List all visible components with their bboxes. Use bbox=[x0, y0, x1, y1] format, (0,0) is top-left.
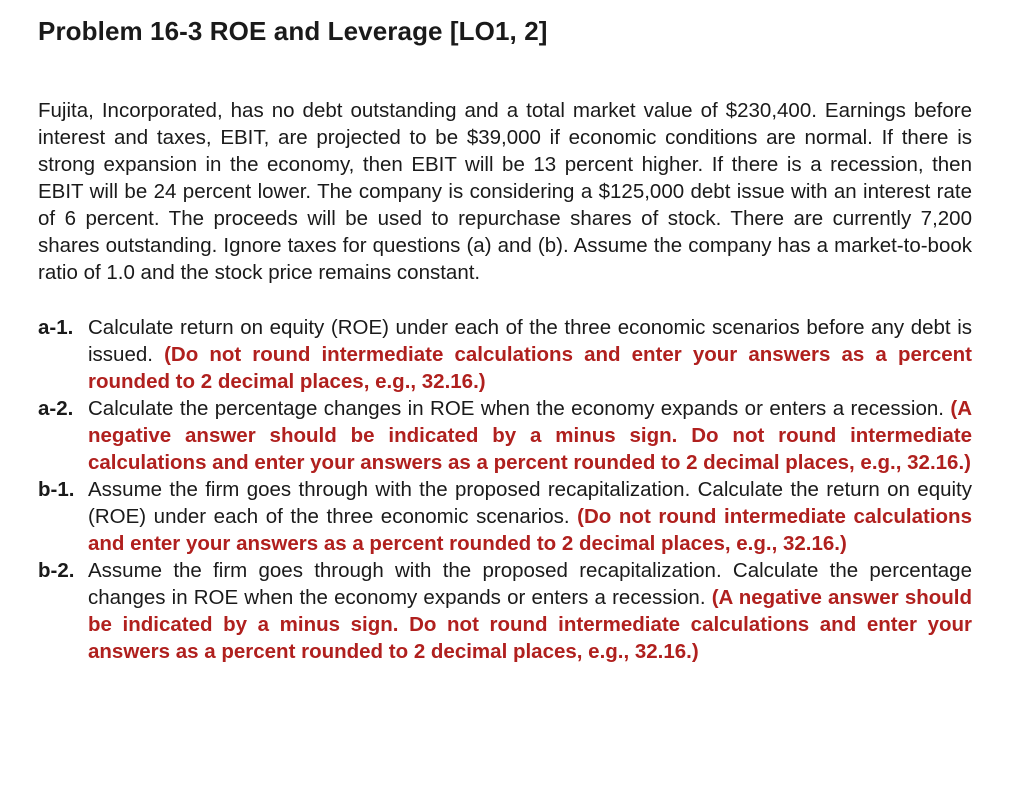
question-label: a-2. bbox=[38, 397, 74, 420]
question-text: Assume the firm goes through with the proposed recapitalization. Calculate the percentage changes in ROE when the economy expands or enters a recession. bbox=[88, 559, 972, 609]
question-list bbox=[38, 314, 972, 665]
question-instruction: (A negative answer should be indicated by a minus sign. Do not round intermediate calculations and enter your answers as a percent rounded to 2 decimal places, e.g., 32.16.) bbox=[88, 397, 973, 474]
question-b2 bbox=[38, 557, 972, 665]
question-label: b-1. bbox=[38, 478, 75, 501]
question-body bbox=[88, 476, 972, 557]
question-label: b-2. bbox=[38, 559, 75, 582]
question-instruction: (Do not round intermediate calculations and enter your answers as a percent rounded to 2 decimal places, e.g., 32.16.) bbox=[88, 505, 972, 555]
problem-statement: Fujita, Incorporated, has no debt outstanding and a total market value of $230,400. Earnings before interest and taxes, EBIT, are projected to be $39,000 if economic conditions are normal. If there is strong expansion in the economy, then EBIT will be 13 percent higher. If there is a recession, then EBIT will be 24 percent lower. The company is considering a $125,000 debt issue with an interest rate of 6 percent. The proceeds will be used to repurchase shares of stock. There are currently 7,200 shares outstanding. Ignore taxes for questions (a) and (b). Assume the company has a market-to-book ratio of 1.0 and the stock price remains constant. bbox=[38, 99, 972, 284]
question-a1 bbox=[38, 314, 972, 395]
question-instruction: (Do not round intermediate calculations and enter your answers as a percent rounded to 2 decimal places, e.g., 32.16.) bbox=[88, 343, 972, 393]
question-body bbox=[88, 557, 972, 665]
question-instruction: (A negative answer should be indicated by a minus sign. Do not round intermediate calculations and enter your answers as a percent rounded to 2 decimal places, e.g., 32.16.) bbox=[88, 586, 973, 663]
problem-title: Problem 16-3 ROE and Leverage [LO1, 2] bbox=[38, 16, 548, 46]
question-b1 bbox=[38, 476, 972, 557]
question-text: Calculate the percentage changes in ROE when the economy expands or enters a recession. bbox=[88, 397, 944, 420]
question-a2 bbox=[38, 395, 972, 476]
question-body bbox=[88, 314, 972, 395]
question-text: Assume the firm goes through with the proposed recapitalization. Calculate the return on equity (ROE) under each of the three economic scenarios. bbox=[88, 478, 972, 528]
question-body bbox=[88, 395, 972, 476]
question-label: a-1. bbox=[38, 316, 74, 339]
question-text: Calculate return on equity (ROE) under each of the three economic scenarios before any debt is issued. bbox=[88, 316, 972, 366]
